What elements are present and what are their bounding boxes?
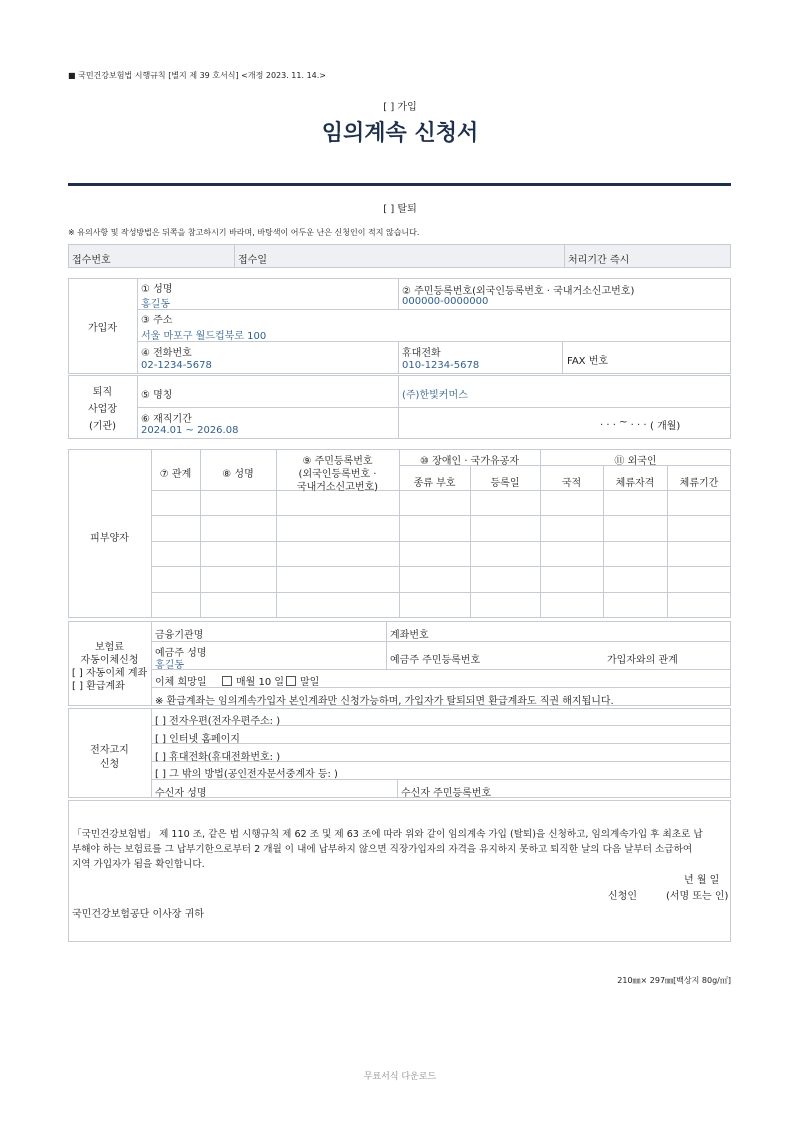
e-notice-label-line2: 신청 bbox=[99, 759, 120, 770]
subscriber-section-label: 가입자 bbox=[88, 323, 117, 334]
autopay-label-line2: 자동이체신청 bbox=[80, 655, 139, 666]
subscriber-fax-label: FAX 번호 bbox=[567, 356, 609, 367]
foreigner-group-header: ⑪ 외국인 bbox=[614, 456, 657, 467]
dependent-relation-header: ⑦ 관계 bbox=[159, 469, 192, 480]
notice-text: ※ 유의사항 및 작성방법은 뒤쪽을 참고하시기 바라며, 바탕색이 어두운 난은 신청인이 적지 않습니다. bbox=[68, 228, 420, 237]
checkbox-day10[interactable] bbox=[222, 676, 232, 686]
dependent-rrn-header-line2: (외국인등록번호 · bbox=[298, 469, 377, 480]
subscriber-mobile-label: 휴대전화 bbox=[402, 348, 441, 359]
workplace-label-line2: 사업장 bbox=[88, 404, 117, 415]
stay-status-header: 체류자격 bbox=[615, 478, 655, 489]
option-homepage[interactable]: [ ] 인터넷 홈페이지 bbox=[155, 734, 240, 745]
account-number-label: 계좌번호 bbox=[390, 630, 429, 641]
dependents-section-label: 피부양자 bbox=[90, 533, 129, 544]
employment-period-label: ⑥ 재직기간 bbox=[141, 414, 192, 425]
dependent-rrn-header-line1: ⑨ 주민등록번호 bbox=[302, 456, 373, 467]
subscriber-rrn-value[interactable]: 000000-0000000 bbox=[402, 296, 489, 307]
autopay-label-line1: 보험료 bbox=[95, 642, 124, 653]
option-last-day[interactable]: 말일 bbox=[286, 673, 319, 688]
processing-period-label: 처리기간 bbox=[568, 255, 607, 266]
workplace-name-value[interactable]: (주)한빛커머스 bbox=[402, 390, 468, 401]
receipt-row bbox=[68, 244, 731, 268]
title-rule bbox=[68, 183, 731, 186]
employment-period-value[interactable]: 2024.01 ~ 2026.08 bbox=[141, 425, 239, 436]
declaration-line3: 지역 가입자가 됨을 확인합니다. bbox=[72, 859, 205, 870]
refund-account-note: ※ 환급계좌는 임의계속가입자 본인계좌만 신청가능하며, 가입자가 탈퇴되면 환급계좌도 직권 해지됩니다. bbox=[155, 696, 614, 707]
recipient-rrn-label: 수신자 주민등록번호 bbox=[401, 788, 492, 799]
relation-to-subscriber-label: 가입자와의 관계 bbox=[607, 655, 678, 666]
disabled-group-header: ⑩ 장애인 · 국가유공자 bbox=[420, 456, 519, 467]
option-join: [ ] 가입 bbox=[383, 102, 417, 113]
addressee: 국민건강보험공단 이사장 귀하 bbox=[72, 909, 204, 920]
subscriber-phone-value[interactable]: 02-1234-5678 bbox=[141, 360, 212, 371]
subscriber-address-label: ③ 주소 bbox=[141, 315, 173, 326]
subscriber-mobile-value[interactable]: 010-1234-5678 bbox=[402, 360, 480, 371]
dependent-rrn-header-line3: 국내거소신고번호) bbox=[296, 482, 379, 493]
bank-name-label: 금융기관명 bbox=[155, 630, 204, 641]
dependent-name-header: ⑧ 성명 bbox=[222, 469, 254, 480]
e-notice-label-line1: 전자고지 bbox=[90, 745, 129, 756]
registration-date-header: 등록일 bbox=[490, 478, 520, 489]
signature-label[interactable]: (서명 또는 인) bbox=[666, 891, 729, 902]
declaration-section bbox=[68, 800, 731, 942]
option-mobile[interactable]: [ ] 휴대전화(휴대전화번호: ) bbox=[155, 752, 281, 763]
workplace-name-label: ⑤ 명칭 bbox=[141, 390, 173, 401]
recipient-name-label: 수신자 성명 bbox=[155, 788, 207, 799]
paper-spec: 210㎜× 297㎜[백상지 80g/㎡] bbox=[617, 976, 731, 985]
account-holder-value[interactable]: 홍길동 bbox=[155, 660, 184, 671]
download-link[interactable]: 무료서식 다운로드 bbox=[363, 1072, 437, 1082]
declaration-line1: 「국민건강보험법」 제 110 조, 같은 법 시행규칙 제 62 조 및 제 63 조에 따라 위와 같이 임의계속 가입 (탈퇴)을 신청하고, 임의계속가입 후 최초로 납 bbox=[72, 829, 703, 840]
type-code-header: 종류 부호 bbox=[413, 478, 456, 489]
applicant-label: 신청인 bbox=[608, 891, 637, 902]
subscriber-name-label: ① 성명 bbox=[141, 284, 173, 295]
nationality-header: 국적 bbox=[561, 478, 582, 489]
account-holder-rrn-label: 예금주 주민등록번호 bbox=[390, 655, 481, 666]
receipt-number-label: 접수번호 bbox=[72, 255, 111, 266]
autopay-label-line4: [ ] 환급계좌 bbox=[72, 681, 125, 692]
checkbox-last-day[interactable] bbox=[286, 676, 296, 686]
stay-period-header: 체류기간 bbox=[679, 478, 719, 489]
autopay-label-line3: [ ] 자동이체 계좌 bbox=[71, 668, 148, 679]
option-other[interactable]: [ ] 그 밖의 방법(공인전자문서중계자 등: ) bbox=[155, 769, 338, 780]
regulation-reference: ■ 국민건강보험법 시행규칙 [별지 제 39 호서식] <개정 2023. 11. 14.> bbox=[68, 71, 326, 80]
employment-months-format: ( 개월) bbox=[650, 421, 681, 432]
page-title: 임의계속 신청서 bbox=[321, 121, 479, 146]
subscriber-phone-label: ④ 전화번호 bbox=[141, 348, 192, 359]
subscriber-address-value[interactable]: 서울 마포구 월드컵북로 100 bbox=[141, 331, 267, 342]
subscriber-name-value[interactable]: 홍길동 bbox=[141, 299, 170, 310]
workplace-label-line1: 퇴직 bbox=[92, 387, 113, 398]
account-holder-label: 예금주 성명 bbox=[155, 648, 207, 659]
declaration-line2: 부해야 하는 보험료를 그 납부기한으로부터 2 개월 이 내에 납부하지 않으면 직장가입자의 자격을 유지하지 못하고 퇴직한 날의 다음 날부터 소급하여 bbox=[72, 844, 693, 855]
option-day10[interactable]: 매월 10 일 bbox=[222, 673, 284, 688]
workplace-label-line3: (기관) bbox=[88, 421, 117, 432]
processing-period-value: 즉시 bbox=[610, 255, 630, 266]
subscriber-rrn-label: ② 주민등록번호(외국인등록번호 · 국내거소신고번호) bbox=[402, 286, 635, 297]
option-email[interactable]: [ ] 전자우편(전자우편주소: ) bbox=[155, 716, 281, 727]
option-withdraw: [ ] 탈퇴 bbox=[383, 204, 417, 215]
receipt-date-label: 접수일 bbox=[238, 255, 267, 266]
declaration-date: 년 월 일 bbox=[684, 875, 720, 886]
transfer-date-label: 이체 희망일 bbox=[155, 677, 207, 688]
employment-period-format: . . . ~ . . . bbox=[600, 417, 647, 428]
